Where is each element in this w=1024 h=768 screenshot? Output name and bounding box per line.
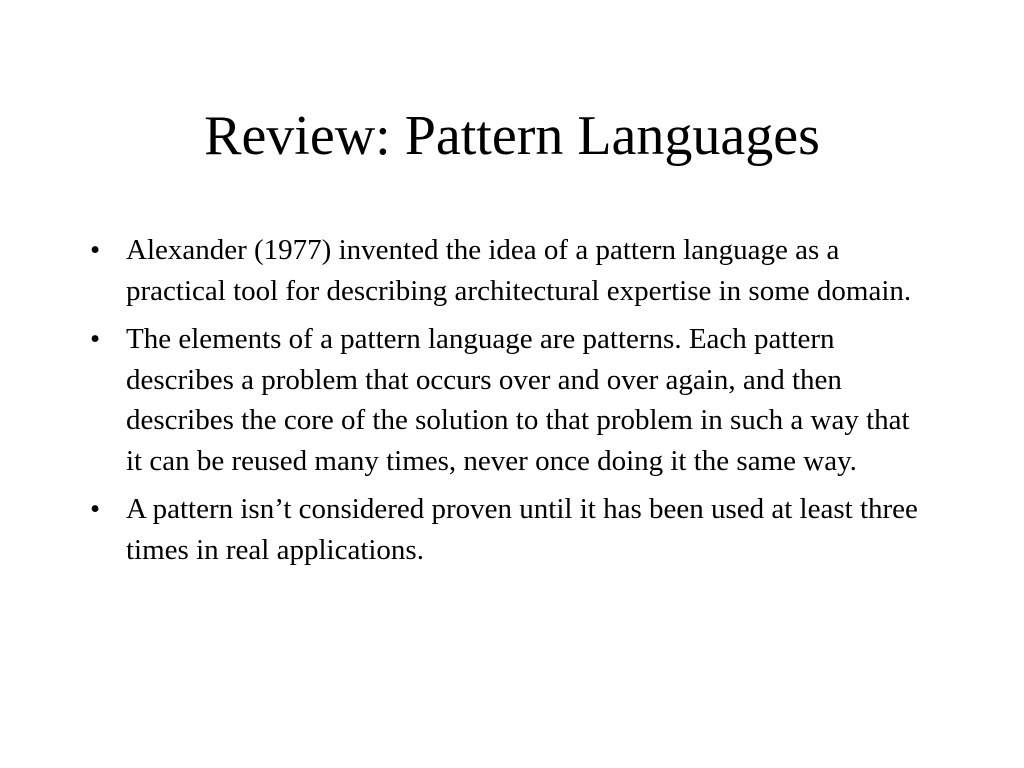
- bullet-icon: •: [90, 323, 101, 355]
- bullet-item: [90, 230, 926, 311]
- bullet-item: [90, 319, 926, 481]
- bullet-text: A pattern isn’t considered proven until it has been used at least three times in real applications.: [126, 493, 918, 566]
- bullet-text: The elements of a pattern language are patterns. Each pattern describes a problem that occurs over and over again, and then describes the core of the solution to that problem in such a way that it can be reused many times, never once doing it the same way.: [126, 323, 910, 477]
- bullet-icon: •: [90, 234, 101, 266]
- slide-title: Review: Pattern Languages: [204, 105, 820, 167]
- bullet-list: [90, 230, 926, 578]
- bullet-icon: •: [90, 493, 101, 525]
- bullet-item: [90, 489, 926, 570]
- bullet-text: Alexander (1977) invented the idea of a pattern language as a practical tool for describing architectural expertise in some domain.: [126, 234, 912, 307]
